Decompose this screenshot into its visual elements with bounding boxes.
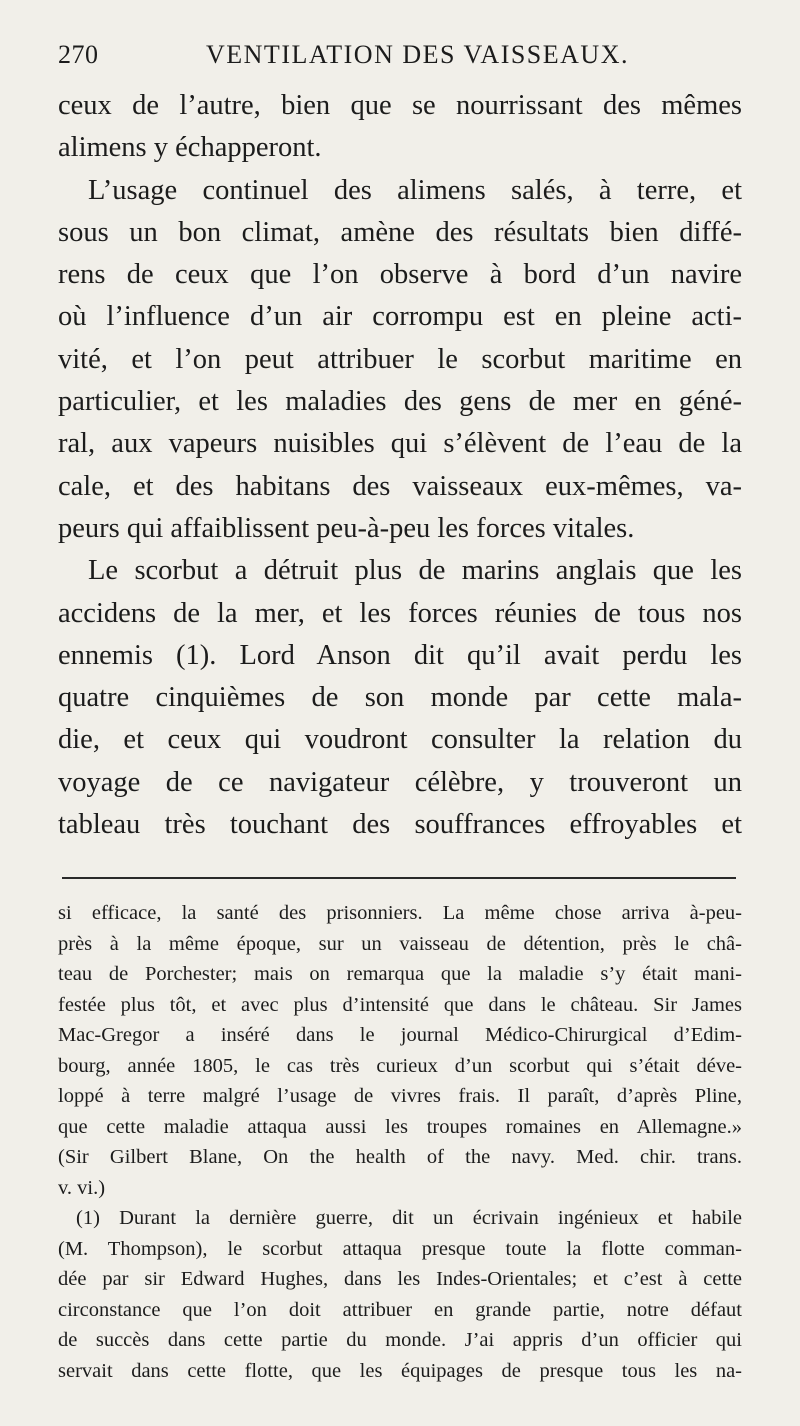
page-number: 270 <box>58 40 99 69</box>
footnote-line: (1) Durant la dernière guerre, dit un écrivain ingénieux et habile <box>76 1207 742 1229</box>
footnote-line: teau de Porchester; mais on remarqua que la maladie s’y était mani- <box>58 963 742 985</box>
text-line: alimens y échapperont. <box>58 132 322 164</box>
footnote-line: Mac-Gregor a inséré dans le journal Médico-Chirurgical d’Edim- <box>58 1024 742 1046</box>
footnote-line: (M. Thompson), le scorbut attaqua presque toute la flotte comman- <box>58 1237 742 1260</box>
footnote-line: bourg, année 1805, le cas très curieux d’un scorbut qui s’était déve- <box>58 1054 742 1077</box>
text-line: quatre cinquièmes de son monde par cette mala- <box>58 682 742 714</box>
text-line: où l’influence d’un air corrompu est en pleine acti- <box>58 301 742 333</box>
footnote-line: que cette maladie attaqua aussi les troupes romaines en Allemagne.» <box>58 1115 742 1138</box>
text-line: vité, et l’on peut attribuer le scorbut maritime en <box>58 343 742 375</box>
footnote-line: servait dans cette flotte, que les équipages de presque tous les na- <box>58 1359 742 1382</box>
page-header <box>58 40 738 80</box>
footnote-rule <box>62 877 736 879</box>
footnote-line: de succès dans cette partie du monde. J’ai appris d’un officier qui <box>58 1329 742 1351</box>
text-line: L’usage continuel des alimens salés, à terre, et <box>88 174 742 206</box>
text-line: sous un bon climat, amène des résultats bien diffé- <box>58 216 742 248</box>
text-line: cale, et des habitans des vaisseaux eux-mêmes, va- <box>58 470 742 502</box>
running-title: VENTILATION DES VAISSEAUX. <box>206 40 629 69</box>
footnote-line: festée plus tôt, et avec plus d’intensité que dans le château. Sir James <box>58 993 742 1016</box>
footnote-line: près à la même époque, sur un vaisseau de détention, près le châ- <box>58 932 742 955</box>
text-line: accidens de la mer, et les forces réunies de tous nos <box>58 597 742 629</box>
text-line: voyage de ce navigateur célèbre, y trouveront un <box>58 766 742 798</box>
footnote-line: circonstance que l’on doit attribuer en grande partie, notre défaut <box>58 1298 742 1321</box>
text-line: ennemis (1). Lord Anson dit qu’il avait perdu les <box>58 639 742 671</box>
text-line: die, et ceux qui voudront consulter la relation du <box>58 724 742 756</box>
footnote-line: si efficace, la santé des prisonniers. La même chose arriva à-peu- <box>58 902 742 924</box>
footnote-line: dée par sir Edward Hughes, dans les Indes-Orientales; et c’est à cette <box>58 1268 742 1290</box>
footnote-line: loppé à terre malgré l’usage de vivres frais. Il paraît, d’après Pline, <box>58 1085 742 1107</box>
footnote-line: (Sir Gilbert Blane, On the health of the navy. Med. chir. trans. <box>58 1146 742 1168</box>
text-line: particulier, et les maladies des gens de mer en géné- <box>58 386 742 418</box>
text-line: ceux de l’autre, bien que se nourrissant des mêmes <box>58 90 742 121</box>
text-line: tableau très touchant des souffrances effroyables et <box>58 809 742 841</box>
text-line: Le scorbut a détruit plus de marins anglais que les <box>88 555 742 587</box>
footnote-line: v. vi.) <box>58 1176 106 1199</box>
text-line: ral, aux vapeurs nuisibles qui s’élèvent de l’eau de la <box>58 428 742 460</box>
text-line: rens de ceux que l’on observe à bord d’un navire <box>58 259 742 291</box>
text-line: peurs qui affaiblissent peu-à-peu les forces vitales. <box>58 512 635 544</box>
main-text <box>58 85 742 846</box>
footnotes <box>58 898 742 1386</box>
